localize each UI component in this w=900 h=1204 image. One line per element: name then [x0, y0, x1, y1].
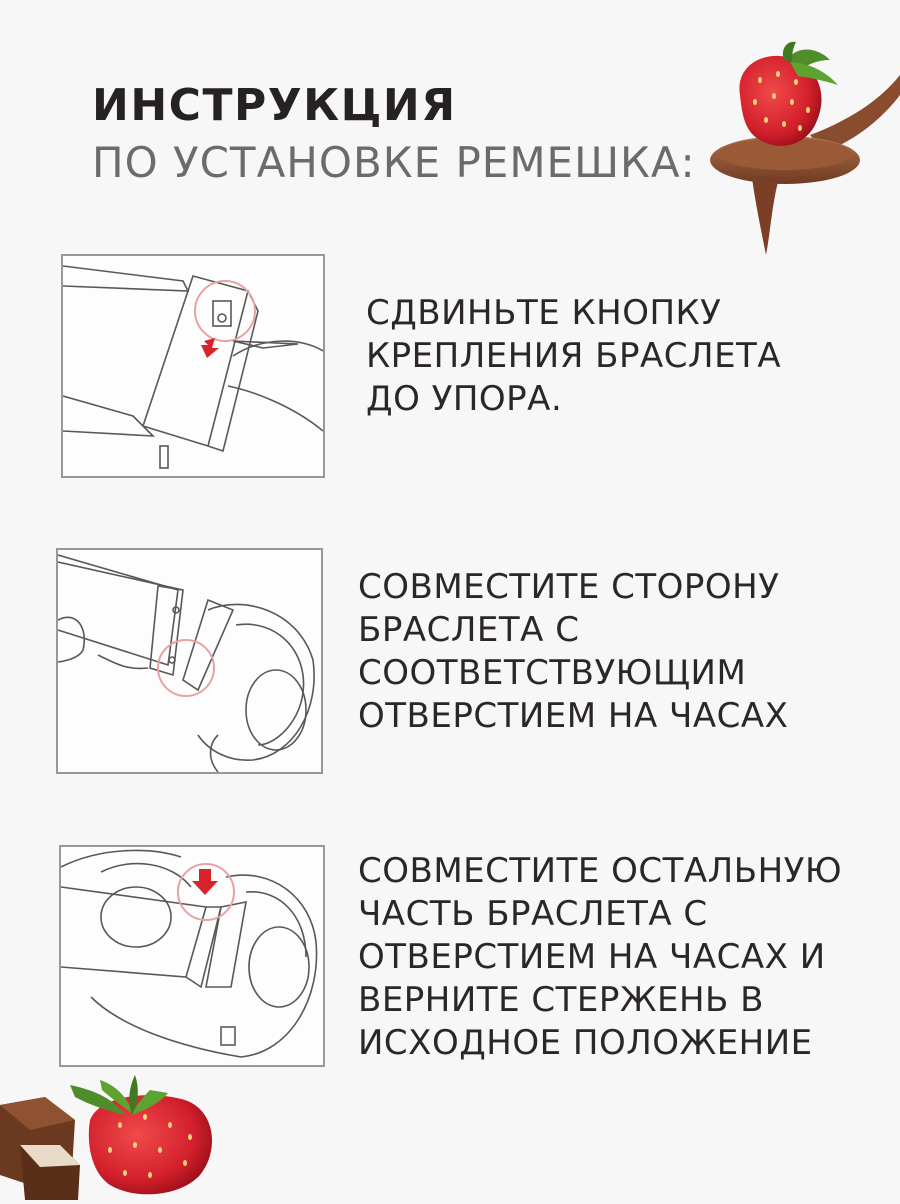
step-2-illustration [56, 548, 323, 774]
step-2-text [358, 566, 788, 738]
step-3-line-5: ИСХОДНОЕ ПОЛОЖЕНИЕ [358, 1023, 813, 1063]
chocolate-strawberry-icon [0, 1075, 230, 1200]
step-1-line-1: СДВИНЬТЕ КНОПКУ [366, 293, 722, 333]
step-1-line-3: ДО УПОРА. [366, 379, 563, 419]
step-2-line-4: ОТВЕРСТИЕМ НА ЧАСАХ [358, 696, 789, 736]
page-title: ИНСТРУКЦИЯ [92, 80, 457, 131]
step-2-line-1: СОВМЕСТИТЕ СТОРОНУ [358, 567, 780, 607]
step-3-line-3: ОТВЕРСТИЕМ НА ЧАСАХ И [358, 937, 826, 977]
step-3-illustration [59, 845, 325, 1067]
step-2-line-2: БРАСЛЕТА С [358, 610, 580, 650]
step-1-illustration [61, 254, 325, 478]
step-2-line-3: СООТВЕТСТВУЮЩИМ [358, 653, 747, 693]
strawberry-spoon-icon [700, 40, 900, 270]
step-1-line-2: КРЕПЛЕНИЯ БРАСЛЕТА [366, 336, 782, 376]
step-3-text [358, 850, 842, 1065]
step-1-text [366, 292, 781, 421]
step-3-line-2: ЧАСТЬ БРАСЛЕТА С [358, 894, 708, 934]
step-3-line-1: СОВМЕСТИТЕ ОСТАЛЬНУЮ [358, 851, 843, 891]
page-subtitle: ПО УСТАНОВКЕ РЕМЕШКА: [92, 138, 696, 187]
step-3-line-4: ВЕРНИТЕ СТЕРЖЕНЬ В [358, 980, 764, 1020]
